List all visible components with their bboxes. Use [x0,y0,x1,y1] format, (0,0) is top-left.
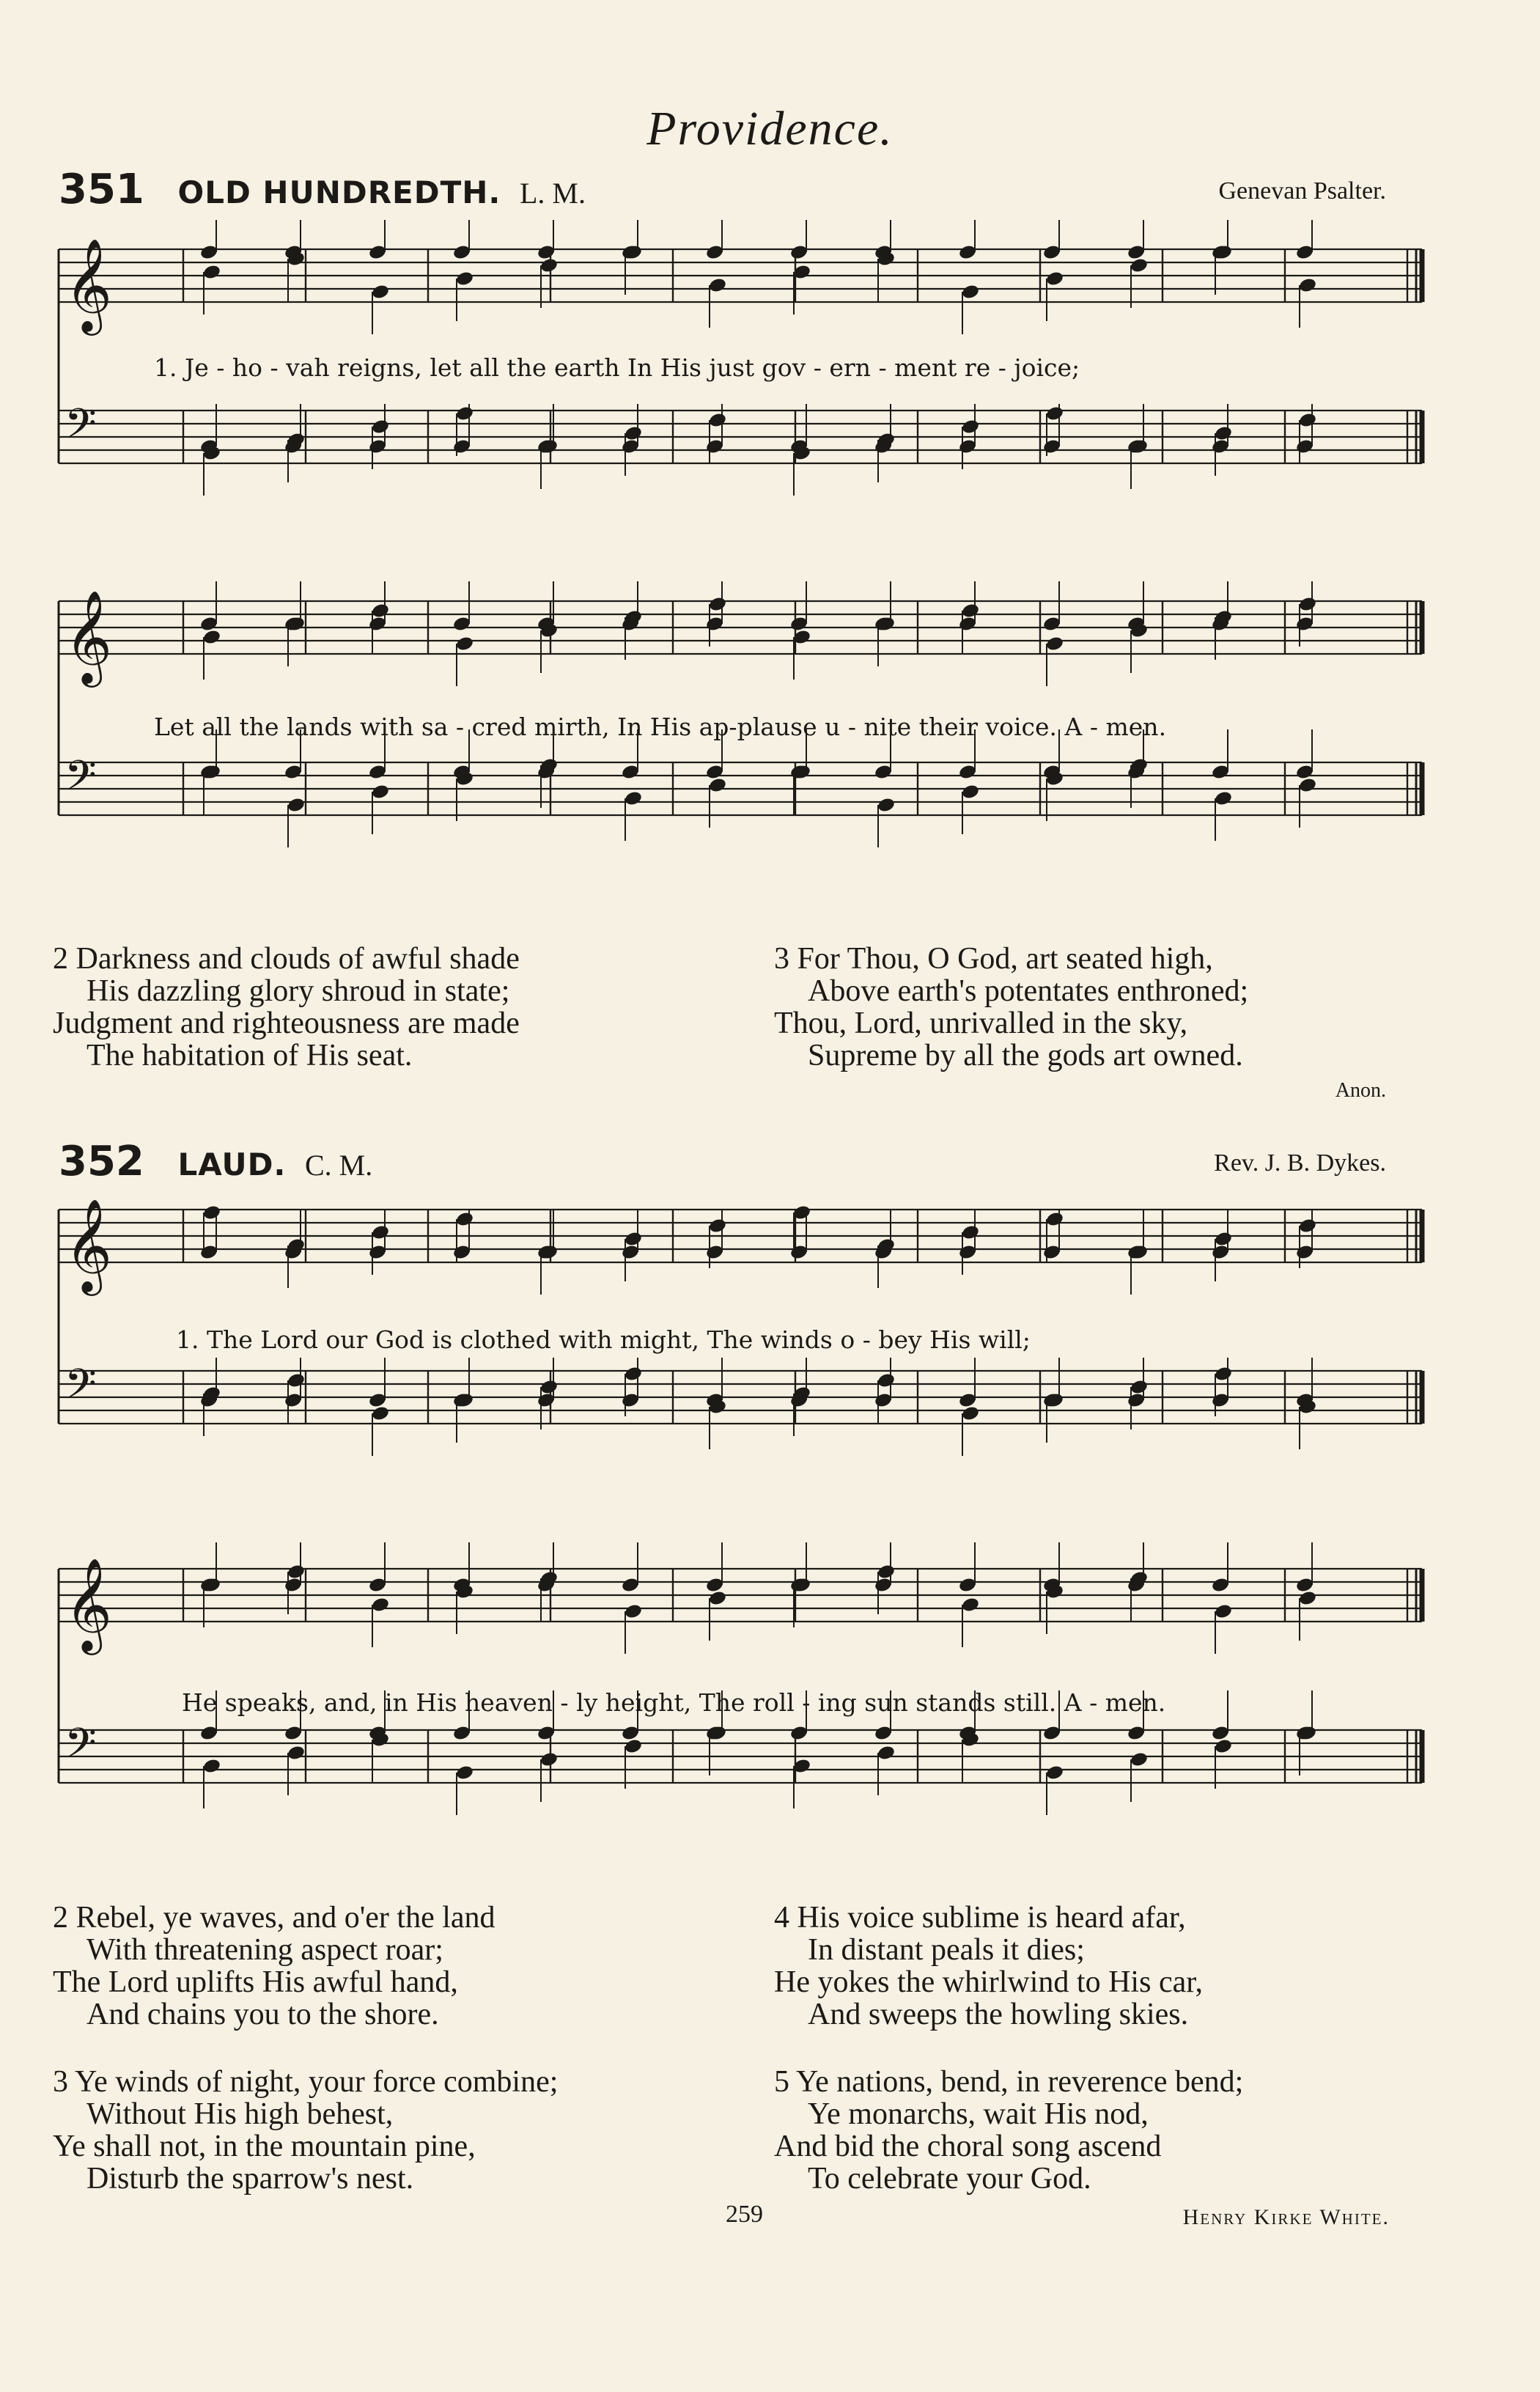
note-head-icon [1214,1603,1233,1620]
lyrics-line: Let all the lands with sa - cred mirth, In His ap-plause u - nite their voice. A - men. [154,713,1167,741]
note-head-icon [371,603,390,619]
bass-staff [59,1358,1422,1456]
lyrics-line: 1. The Lord our God is clothed with might, The winds o - bey His will; [176,1325,1031,1354]
section-title: Providence. [646,102,894,155]
note-head-icon [1130,1379,1149,1396]
note-head-icon [624,1738,643,1755]
note-head-icon [1298,596,1317,613]
lyrics-line: 1. Je - ho - vah reigns, let all the earth In His just gov - ern - ment re - joice; [154,353,1080,382]
note-head-icon [961,1405,980,1422]
bass-staff [59,400,1422,496]
note-head-icon [455,1211,474,1228]
note-head-icon [624,790,643,807]
treble-staff [59,220,1422,336]
note-head-icon [1298,277,1317,294]
meter: L. M. [519,177,586,210]
verse-4: 4 His voice sublime is heard afar, In distant peals it dies; He yokes the whirlwind to His car, And sweeps the howling skies. [774,1901,1204,2031]
verse-5: 5 Ye nations, bend, in reverence bend; Ye monarchs, wait His nod, And bid the choral song ascend To celebrate your God. [774,2065,1244,2196]
note-head-icon [539,1751,559,1768]
note-head-icon [539,1379,559,1396]
treble-clef-icon: 𝄞 [65,1557,113,1651]
note-head-icon [1130,257,1149,274]
treble-clef-icon: 𝄞 [65,1198,113,1292]
note-head-icon [455,271,474,287]
note-head-icon [877,1745,896,1762]
note-head-icon [1045,271,1064,287]
note-head-icon [371,419,390,435]
note-head-icon [877,1564,896,1580]
bass-clef-icon: 𝄢 [65,1720,97,1778]
note-head-icon [877,1372,896,1389]
tune-name: LAUD. [177,1147,287,1182]
note-head-icon [708,777,727,794]
note-head-icon [961,284,980,301]
note-head-icon [202,264,221,281]
hymn-number: 352 [59,1138,144,1185]
meter: C. M. [304,1149,373,1182]
note-head-icon [624,1231,643,1248]
note-head-icon [708,412,727,429]
note-head-icon [1298,412,1317,429]
note-head-icon [539,257,559,274]
verse-2: 2 Rebel, ye waves, and o'er the land With threatening aspect roar; The Lord uplifts His awful hand, And chains you to the shore. [53,1901,495,2031]
tune-name: OLD HUNDREDTH. [177,174,501,210]
note-head-icon [287,1372,306,1389]
note-head-icon [287,1745,306,1762]
hymn-351-header [59,166,586,213]
note-head-icon [455,636,474,652]
note-head-icon [961,419,980,435]
note-head-icon [877,797,896,814]
composer-attribution: Genevan Psalter. [1218,177,1386,205]
composer-attribution: Rev. J. B. Dykes. [1214,1149,1386,1177]
treble-clef-icon: 𝄞 [65,589,113,683]
note-head-icon [1214,425,1233,442]
author-attribution: Anon. [1335,1079,1386,1102]
note-head-icon [708,1218,727,1234]
note-head-icon [1214,1231,1233,1248]
bass-clef-icon: 𝄢 [65,400,97,458]
note-head-icon [624,1366,643,1383]
note-head-icon [1298,777,1317,794]
note-head-icon [455,1764,474,1781]
page-number: 259 [726,2201,763,2228]
lyrics-line: He speaks, and, in His heaven - ly height, The roll - ing sun stands still. A - men. [182,1688,1166,1717]
note-head-icon [202,629,221,646]
note-head-icon [708,1590,727,1607]
note-head-icon [1045,405,1064,422]
bass-staff [59,729,1422,847]
treble-clef-icon: 𝄞 [65,238,113,331]
note-head-icon [961,603,980,619]
verse-3: 3 Ye winds of night, your force combine; Without His high behest, Ye shall not, in the mountain pine, Disturb the sparrow's nest. [53,2065,559,2196]
note-head-icon [708,277,727,294]
note-head-icon [371,284,390,301]
note-head-icon [1298,1590,1317,1607]
note-head-icon [1045,1764,1064,1781]
note-head-icon [1214,1738,1233,1755]
note-head-icon [1214,790,1233,807]
note-head-icon [961,1597,980,1613]
hymn-352-header [59,1138,372,1185]
bass-clef-icon: 𝄢 [65,1361,97,1418]
note-head-icon [624,1603,643,1620]
bass-clef-icon: 𝄢 [65,752,97,810]
note-head-icon [1045,636,1064,652]
note-head-icon [455,405,474,422]
note-head-icon [371,1224,390,1241]
hymn-number: 351 [59,166,144,213]
note-head-icon [371,784,390,801]
note-head-icon [287,1564,306,1580]
author-attribution: Henry Kirke White. [1182,2205,1390,2229]
verse-3: 3 For Thou, O God, art seated high, Above earth's potentates enthroned; Thou, Lord, unrivalled in the sky, Supreme by all the gods art owned. [774,942,1249,1072]
note-head-icon [1214,1366,1233,1383]
verse-2: 2 Darkness and clouds of awful shade His dazzling glory shroud in state; Judgment and righteousness are made The habitation of His seat. [53,942,520,1072]
note-head-icon [371,1405,390,1422]
note-head-icon [371,1597,390,1613]
note-head-icon [1130,1751,1149,1768]
treble-staff [59,1542,1422,1655]
note-head-icon [287,797,306,814]
note-head-icon [1298,1218,1317,1234]
note-head-icon [1045,1211,1064,1228]
note-head-icon [202,1204,221,1221]
treble-staff [59,1198,1422,1296]
treble-staff [59,581,1422,688]
note-head-icon [961,1224,980,1241]
note-head-icon [624,425,643,442]
note-head-icon [708,596,727,613]
note-head-icon [202,1758,221,1775]
note-head-icon [961,784,980,801]
